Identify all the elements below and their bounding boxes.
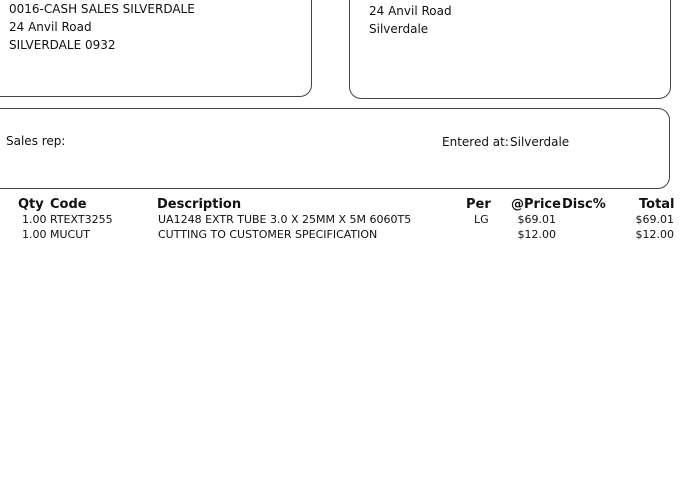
entered-at-value: Silverdale (510, 135, 570, 149)
bill-to-line-3: SILVERDALE 0932 (9, 38, 116, 52)
col-header-disc: Disc% (562, 197, 606, 212)
order-info-box (0, 108, 670, 189)
col-header-per: Per (466, 197, 491, 212)
row-1-per: LG (474, 213, 489, 226)
col-header-price: @Price (511, 197, 561, 212)
row-1-description: UA1248 EXTR TUBE 3.0 X 25MM X 5M 6060T5 (158, 213, 412, 226)
row-2-code: MUCUT (50, 228, 90, 241)
ship-to-line-2: Silverdale (369, 22, 429, 36)
row-1-code: RTEXT3255 (50, 213, 113, 226)
col-header-description: Description (157, 197, 242, 212)
entered-at-label: Entered at: (442, 135, 509, 149)
bill-to-line-2: 24 Anvil Road (9, 20, 92, 34)
row-1-price: $69.01 (517, 213, 556, 226)
row-2-description: CUTTING TO CUSTOMER SPECIFICATION (158, 228, 378, 241)
row-2-total: $12.00 (635, 228, 674, 241)
col-header-code: Code (50, 197, 87, 212)
row-1-qty: 1.00 (22, 213, 47, 226)
row-1-total: $69.01 (635, 213, 674, 226)
ship-to-line-1: 24 Anvil Road (369, 4, 452, 18)
sales-rep-label: Sales rep: (6, 134, 66, 148)
row-2-price: $12.00 (517, 228, 556, 241)
row-2-qty: 1.00 (22, 228, 47, 241)
col-header-qty: Qty (18, 197, 44, 212)
col-header-total: Total (639, 197, 675, 212)
bill-to-line-1: 0016-CASH SALES SILVERDALE (9, 2, 195, 16)
